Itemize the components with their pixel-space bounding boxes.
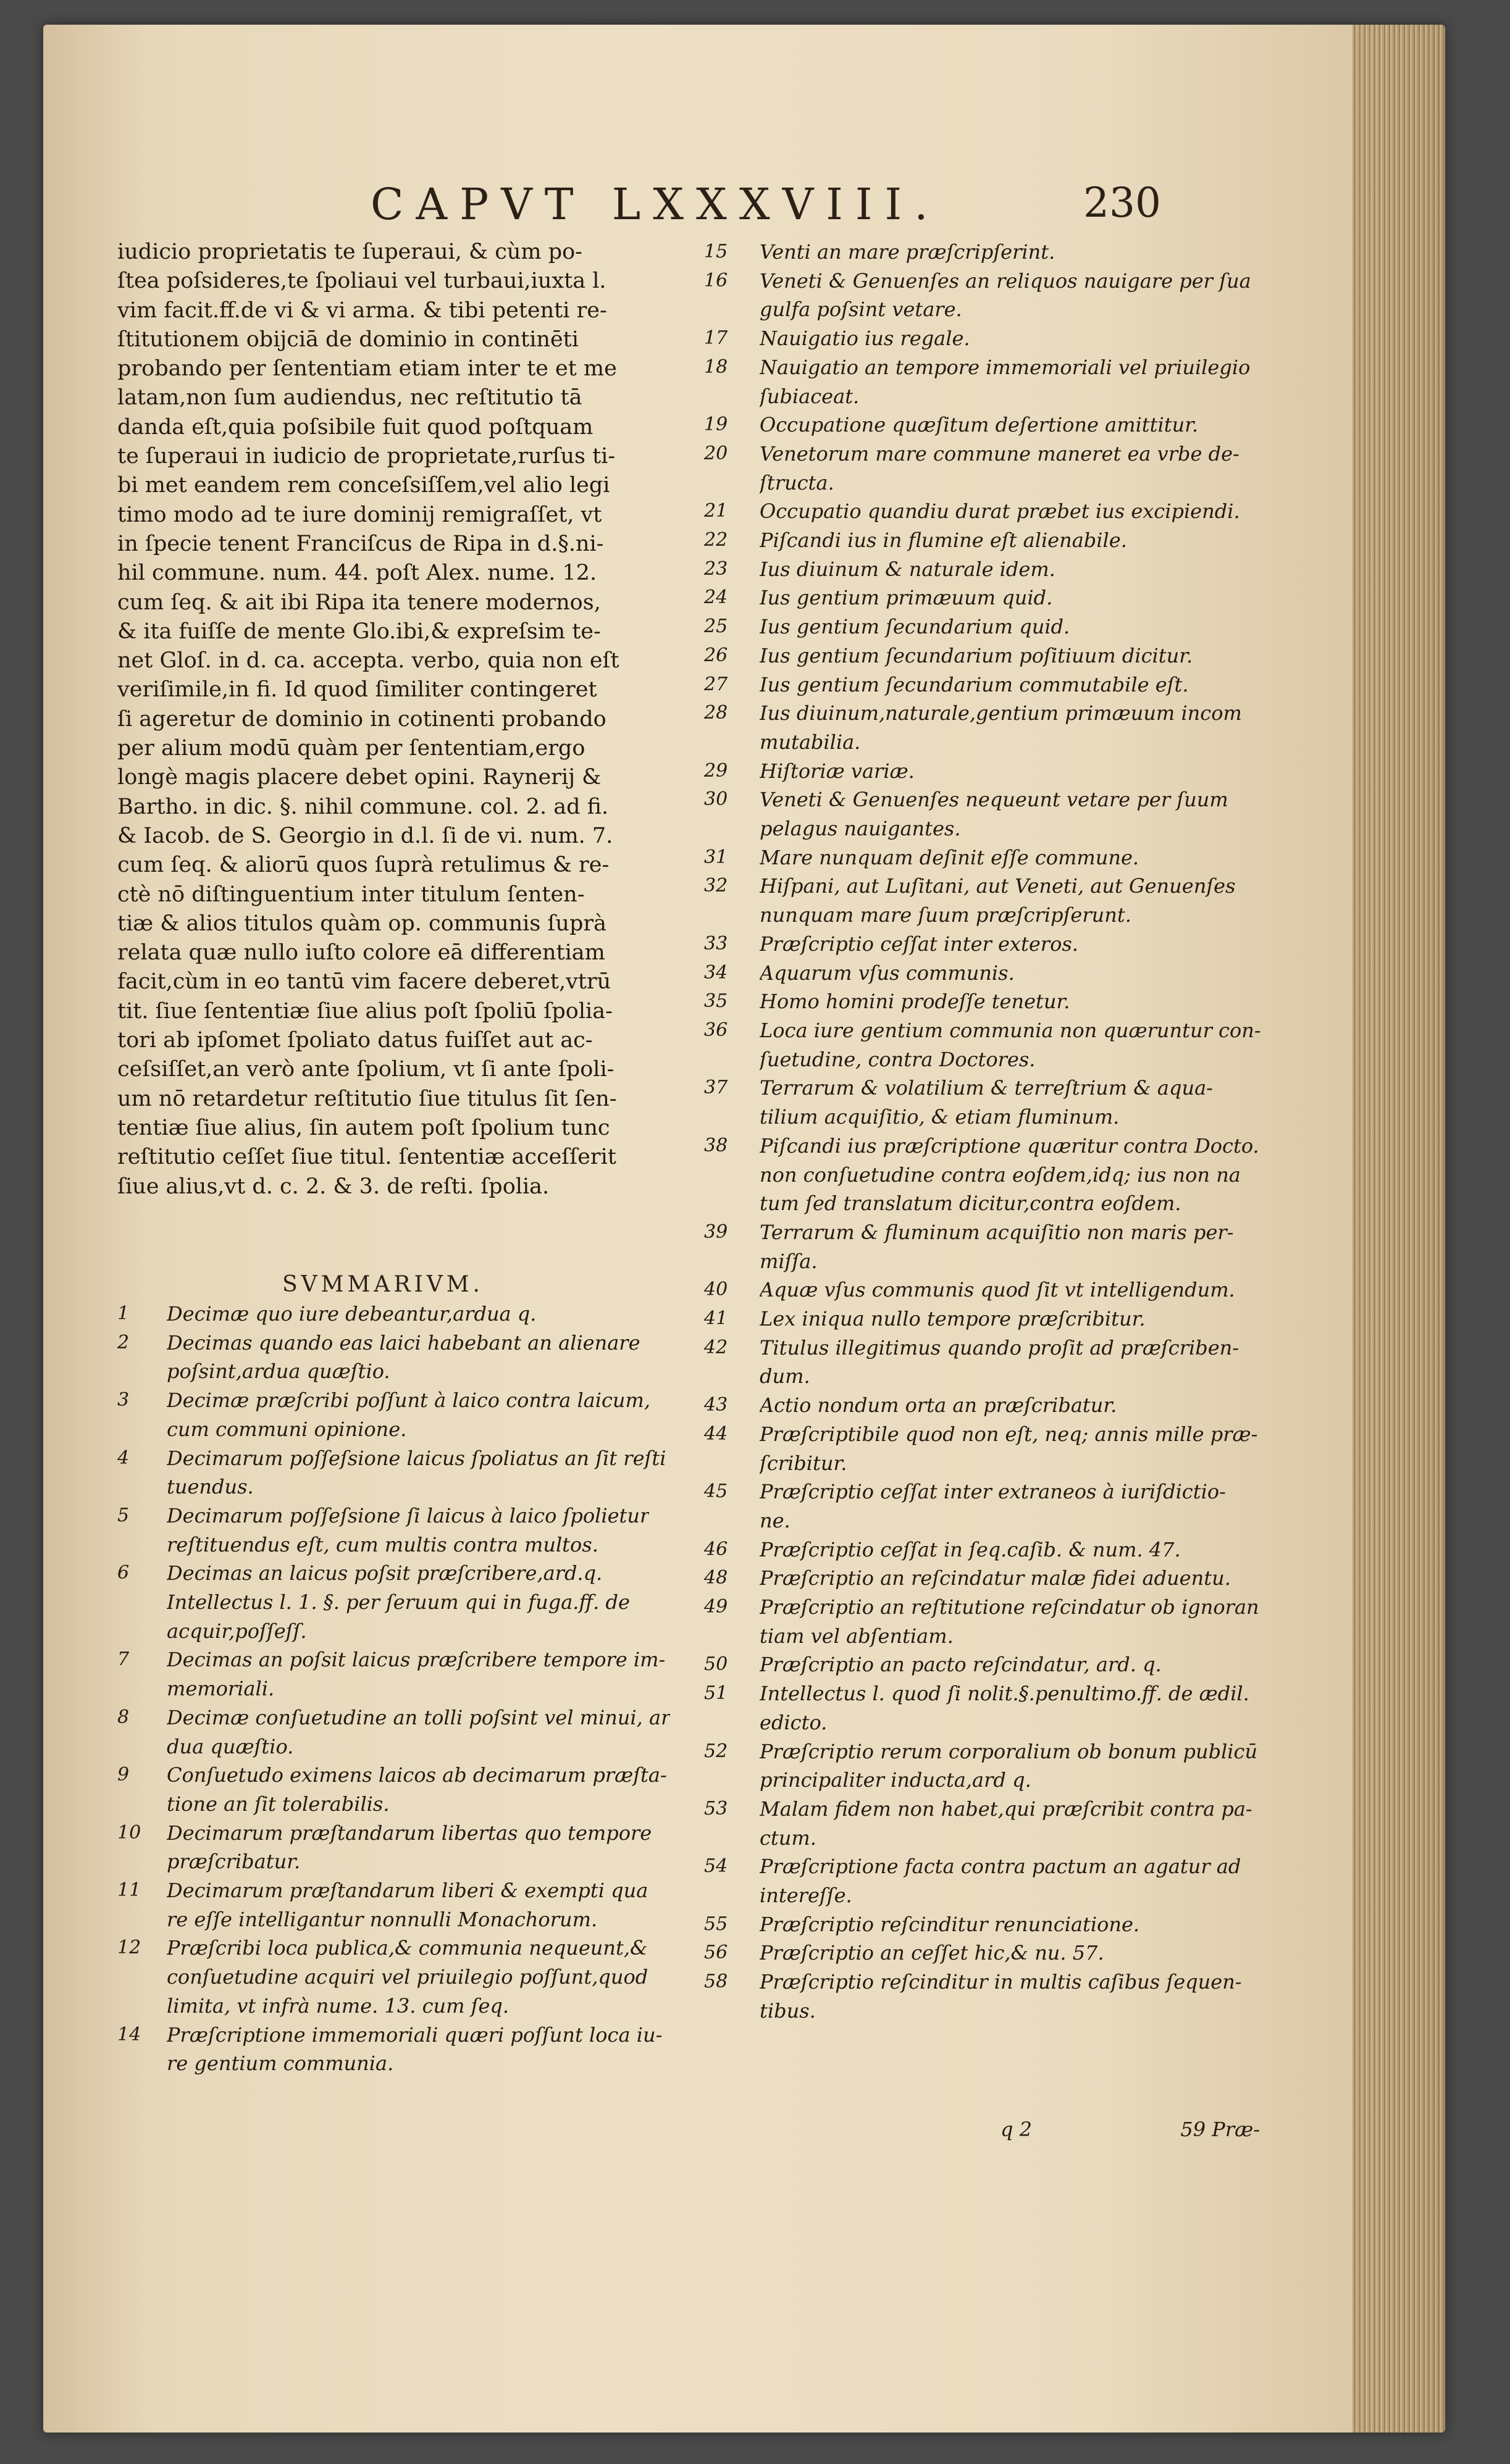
summary-entry [704, 1218, 1248, 1276]
entry-text: Decimarum poſſeſsione laicus ſpoliatus an ſit reſti [167, 1446, 666, 1470]
entry-text: Hiſtoriæ variæ. [760, 759, 915, 783]
body-line: ſtitutionem obijciā de dominio in continēti [117, 327, 579, 352]
entry-number: 45 [704, 1480, 728, 1503]
entry-text: tibus. [760, 1998, 816, 2023]
summary-entry [704, 1795, 1252, 1852]
summary-entry [117, 1386, 651, 1443]
entry-number: 34 [704, 961, 728, 984]
entry-number: 52 [704, 1740, 728, 1762]
entry-number: 51 [704, 1682, 728, 1705]
entry-text: limita, vt infrà nume. 13. cum ſeq. [167, 1994, 510, 2018]
entry-text: Terrarum & fluminum acquiſitio non maris per- [760, 1220, 1234, 1244]
entry-number: 17 [704, 327, 728, 349]
entry-text: ne. [760, 1508, 791, 1532]
entry-number: 6 [117, 1562, 130, 1584]
summary-entry [117, 1501, 648, 1559]
entry-text: Præſcriptio an reſcindatur malæ fidei aduentu. [760, 1566, 1231, 1590]
body-line: ſiue alius,vt d. c. 2. & 3. de reſti. ſpolia. [117, 1174, 550, 1199]
summary-entry [704, 440, 1248, 497]
entry-number: 33 [704, 932, 728, 954]
summary-entry [704, 987, 1248, 1016]
summary-entry [117, 1645, 666, 1703]
summary-entry [704, 267, 1251, 324]
entry-text: ctum. [760, 1826, 816, 1850]
entry-number: 7 [117, 1648, 130, 1671]
summary-entry [704, 1074, 1248, 1131]
entry-text: Aquæ vſus communis quod ſit vt intelligendum. [760, 1278, 1235, 1302]
summary-entry [117, 1819, 652, 1876]
entry-number: 16 [704, 269, 728, 291]
summary-entry [704, 1016, 1261, 1074]
entry-text: Intellectus l. 1. §. per ſeruum qui in fuga.ff. de [167, 1590, 630, 1614]
entry-text: Ius gentium primæuum quid. [760, 586, 1053, 610]
summary-entry [704, 670, 1248, 700]
entry-text: ſubiaceat. [760, 384, 860, 408]
entry-text: miſſa. [760, 1249, 818, 1273]
entry-number: 11 [117, 1879, 141, 1902]
summary-entry [704, 497, 1248, 526]
entry-text: Ius gentium ſecundarium commutabile eſt. [760, 672, 1189, 696]
entry-text: Præſcriptio ceſſat inter extraneos à iuriſdictio- [760, 1480, 1226, 1504]
entry-text: Piſcandi ius in flumine eſt alienabile. [760, 528, 1127, 553]
summary-entry [704, 1910, 1248, 1939]
body-line: latam,non ſum audiendus, nec reſtitutio tā [117, 385, 582, 411]
page-edge [1353, 25, 1445, 2433]
summary-entry [704, 324, 1248, 353]
summary-entry [704, 526, 1248, 555]
entry-number: 18 [704, 356, 728, 378]
summary-entry [117, 1329, 648, 1386]
entry-number [117, 1588, 167, 1645]
entry-text: Præſcriptione immemoriali quæri poſſunt loca iu- [167, 2023, 663, 2047]
entry-number: 30 [704, 788, 728, 811]
entry-number: 5 [117, 1504, 130, 1526]
summary-entry [704, 1305, 1248, 1334]
entry-text: principaliter inducta,ard q. [760, 1768, 1031, 1792]
entry-number: 27 [704, 673, 728, 695]
entry-text: pelagus nauigantes. [760, 817, 961, 841]
body-line: danda eſt,quia poſsibile fuit quod poſtquam [117, 414, 594, 440]
body-line: & ita fuiſſe de mente Glo.ibi,& expreſsim te- [117, 619, 601, 644]
entry-number: 29 [704, 759, 728, 782]
body-line: net Gloſ. in d. ca. accepta. verbo, quia non eſt [117, 648, 619, 674]
summary-entry [704, 1737, 1258, 1795]
entry-text: Venti an mare præſcripſerint. [760, 240, 1055, 264]
summary-entry [704, 1968, 1248, 2025]
entry-number: 24 [704, 587, 728, 609]
entry-text: gulfa poſsint vetare. [760, 298, 962, 322]
summary-entry [704, 238, 1248, 267]
entry-text: Nauigatio ius regale. [760, 327, 970, 351]
entry-text: Malam fidem non habet,qui præſcribit contra pa- [760, 1797, 1252, 1821]
entry-text: Præſcriptio reſcinditur renunciatione. [760, 1912, 1140, 1936]
summary-entry [704, 583, 1248, 612]
entry-text: tiam vel abſentiam. [760, 1624, 954, 1648]
entry-number: 31 [704, 846, 728, 868]
summary-entry [704, 959, 1248, 988]
entry-text: Decimæ præſcribi poſſunt à laico contra laicum, [167, 1389, 651, 1413]
entry-text: Occupatione quæſitum deſertione amittitur. [760, 413, 1199, 437]
entry-text: Decimæ quo iure debeantur,ardua q. [167, 1302, 537, 1326]
summary-entry [704, 872, 1248, 929]
entry-text: dum. [760, 1364, 810, 1389]
entry-text: Lex iniqua nullo tempore præſcribitur. [760, 1307, 1146, 1331]
entry-text: acquir,poſſeſſ. [167, 1619, 307, 1643]
entry-text: Præſcriptio an ceſſet hic,& nu. 57. [760, 1941, 1104, 1965]
entry-text: Terrarum & volatilium & terreſtrium & aqua- [760, 1076, 1213, 1100]
summary-entry [704, 930, 1248, 959]
entry-text: Loca iure gentium communia non quæruntur con- [760, 1018, 1261, 1042]
summary-entry [704, 785, 1248, 843]
signature-mark: q 2 [1000, 2118, 1033, 2141]
entry-number: 26 [704, 644, 728, 666]
entry-text: Ius gentium ſecundarium quid. [760, 615, 1070, 639]
body-line: veriſimile,in fi. Id quod ſimiliter contingeret [117, 677, 597, 703]
entry-text: re gentium communia. [167, 2052, 394, 2076]
summary-entry [704, 1420, 1258, 1477]
entry-number: 43 [704, 1394, 728, 1416]
entry-number: 14 [117, 2023, 141, 2045]
entry-number: 20 [704, 442, 728, 464]
summary-entry [117, 1300, 648, 1329]
entry-text: Præſcriptione facta contra pactum an agatur ad [760, 1855, 1241, 1879]
summary-entry [704, 1593, 1259, 1650]
entry-number: 46 [704, 1538, 728, 1560]
body-line: probando per ſententiam etiam inter te et me [117, 356, 617, 382]
body-text [117, 238, 648, 1201]
summary-entry [117, 1934, 648, 2020]
entry-text: memoriali. [167, 1677, 275, 1701]
body-line: te ſuperaui in iudicio de proprietate,rurſus ti- [117, 444, 616, 469]
entry-number: 19 [704, 414, 728, 436]
body-line: facit,cùm in eo tantū vim facere deberet,vtrū [117, 969, 611, 995]
entry-text: Præſcriptio reſcinditur in multis caſibus ſequen- [760, 1970, 1242, 1994]
entry-number: 2 [117, 1331, 130, 1353]
entry-number: 15 [704, 241, 728, 262]
page-header [371, 179, 1161, 235]
entry-text: non conſuetudine contra eoſdem,idq; ius non na [760, 1163, 1241, 1187]
summary-entry [704, 1650, 1248, 1679]
entry-text: ſcribitur. [760, 1451, 847, 1475]
page-number: 230 [1083, 179, 1161, 227]
body-line: bi met eandem rem conceſsiſſem,vel alio legi [117, 473, 610, 498]
entry-number: 4 [117, 1447, 130, 1469]
body-line: tiæ & alios titulos quàm op. communis ſuprà [117, 911, 606, 936]
summary-entry [117, 1876, 648, 1934]
summary-list-right [704, 238, 1261, 2026]
entry-number: 23 [704, 558, 728, 580]
entry-text: Decimarum præſtandarum libertas quo tempore [167, 1821, 652, 1845]
entry-text: Ius diuinum,naturale,gentium primæuum incom [760, 701, 1242, 725]
body-line: tit. ſiue ſententiæ ſiue alius poſt ſpoliū ſpolia- [117, 998, 613, 1024]
summary-entry [704, 555, 1248, 584]
entry-text: Decimæ conſuetudine an tolli poſsint vel minui, ar [167, 1705, 671, 1729]
summary-entry [117, 1444, 666, 1501]
summary-entry [117, 2021, 663, 2078]
summary-entry [704, 699, 1248, 756]
entry-text: Nauigatio an tempore immemoriali vel priuilegio [760, 355, 1251, 379]
entry-text: tilium acquiſitio, & etiam fluminum. [760, 1105, 1120, 1129]
entry-text: edicto. [760, 1710, 828, 1734]
entry-number: 54 [704, 1855, 728, 1877]
entry-text: tuendus. [167, 1475, 254, 1499]
summary-entry [117, 1761, 667, 1818]
entry-text: conſuetudine acquiri vel priuilegio poſſunt,quod [167, 1965, 648, 1989]
entry-text: Ius gentium ſecundarium poſitiuum dicitur. [760, 643, 1193, 667]
entry-number: 53 [704, 1797, 728, 1819]
entry-text: Piſcandi ius præſcriptione quæritur contra Docto. [760, 1134, 1259, 1158]
summary-entry [704, 1334, 1248, 1391]
entry-text: Decimas an laicus poſsit præſcribere,ard.q. [167, 1561, 603, 1585]
body-line: Bartho. in dic. §. nihil commune. col. 2. ad fi. [117, 794, 609, 819]
summary-entry [704, 1535, 1248, 1564]
entry-text: Decimarum præſtandarum liberi & exempti qua [167, 1879, 648, 1903]
body-line: cum ſeq. & ait ibi Ripa ita tenere modernos, [117, 590, 601, 615]
body-line: ſtea poſsideres,te ſpoliaui vel turbaui,iuxta l. [117, 269, 606, 294]
body-line: per alium modū quàm per ſententiam,ergo [117, 736, 585, 761]
entry-number: 50 [704, 1653, 728, 1676]
body-line: cum ſeq. & aliorū quos ſuprà retulimus & re- [117, 853, 610, 878]
entry-text: Præſcriptio ceſſat in ſeq.caſib. & num. 47. [760, 1537, 1181, 1561]
entry-text: dua quæſtio. [167, 1734, 294, 1758]
body-line: um nō retardetur reſtitutio ſiue titulus ſit ſen- [117, 1086, 617, 1111]
entry-text: Homo homini prodeſſe tenetur. [760, 990, 1070, 1014]
body-line: longè magis placere debet opini. Raynerij & [117, 765, 602, 790]
page-footer [1000, 2118, 1260, 2149]
summary-entry [704, 411, 1248, 440]
entry-number: 8 [117, 1706, 130, 1728]
body-line: ceſsiſſet,an verò ante ſpolium, vt ſi ante ſpoli- [117, 1057, 614, 1082]
entry-number: 22 [704, 529, 728, 551]
entry-text: Occupatio quandiu durat præbet ius excipiendi. [760, 499, 1240, 524]
summary-entry [704, 1391, 1248, 1420]
entry-text: Veneti & Genuenſes nequeunt vetare per ſuum [760, 788, 1228, 812]
summary-entry [117, 1588, 648, 1645]
entry-text: ſuetudine, contra Doctores. [760, 1047, 1036, 1071]
entry-text: Hiſpani, aut Luſitani, aut Veneti, aut Genuenſes [760, 874, 1236, 898]
body-line: relata quæ nullo iuſto colore eā differentiam [117, 940, 605, 966]
entry-text: Mare nunquam deſinit eſſe commune. [760, 845, 1139, 869]
running-head: CAPVT LXXXVIII. [371, 179, 941, 230]
entry-number: 21 [704, 500, 728, 522]
entry-number: 58 [704, 1971, 728, 1993]
body-line: & Iacob. de S. Georgio in d.l. ſi de vi. num. 7. [117, 823, 613, 848]
entry-text: Præſcriptio rerum corporalium ob bonum publicū [760, 1739, 1258, 1763]
entry-number: 32 [704, 875, 728, 897]
entry-text: Decimas an poſsit laicus præſcribere tempore im- [167, 1648, 666, 1672]
entry-text: præſcribatur. [167, 1850, 301, 1874]
entry-number: 28 [704, 702, 728, 724]
summary-entry [117, 1703, 671, 1761]
entry-number: 1 [117, 1303, 130, 1324]
entry-text: mutabilia. [760, 730, 861, 754]
entry-text: tione an ſit tolerabilis. [167, 1792, 390, 1816]
entry-text: Præſcribi loca publica,& communia nequeunt,& [167, 1936, 648, 1960]
summary-heading: SVMMARIVM. [282, 1272, 484, 1297]
entry-text: Conſuetudo eximens laicos ab decimarum præſta- [167, 1763, 667, 1787]
entry-text: Decimas quando eas laici habebant an alienare [167, 1330, 640, 1355]
entry-number: 25 [704, 616, 728, 638]
entry-number: 37 [704, 1077, 728, 1099]
summary-entry [704, 641, 1248, 670]
entry-text: re eſſe intelligantur nonnulli Monachorum. [167, 1907, 598, 1931]
entry-text: Præſcriptio ceſſat inter exteros. [760, 932, 1078, 956]
entry-text: Actio nondum orta an præſcribatur. [760, 1393, 1117, 1418]
entry-number: 38 [704, 1134, 728, 1156]
body-line: in ſpecie tenent Franciſcus de Ripa in d.§.ni- [117, 531, 604, 556]
entry-number: 36 [704, 1019, 728, 1041]
entry-text: Aquarum vſus communis. [760, 961, 1015, 985]
body-line: vim facit.ff.de vi & vi arma. & tibi petenti re- [117, 298, 607, 323]
summary-entry [704, 1132, 1259, 1218]
body-line: timo modo ad te iure dominij remigraſſet, vt [117, 502, 602, 527]
entry-text: Præſcriptio an reſtitutione reſcindatur ob ignoran [760, 1595, 1259, 1619]
body-line: ſi ageretur de dominio in cotinenti probando [117, 706, 606, 732]
entry-text: poſsint,ardua quæſtio. [167, 1359, 390, 1384]
entry-text: intereſſe. [760, 1884, 852, 1908]
summary-entry [704, 1939, 1248, 1968]
entry-number: 12 [117, 1937, 141, 1959]
entry-text: Decimarum poſſeſsione ſi laicus à laico ſpolietur [167, 1503, 650, 1527]
entry-number: 9 [117, 1764, 130, 1786]
entry-number: 48 [704, 1567, 728, 1589]
entry-text: Præſcriptibile quod non eſt, neq; annis mille præ- [760, 1422, 1258, 1446]
entry-number: 42 [704, 1336, 728, 1358]
entry-number: 56 [704, 1942, 728, 1964]
summary-entry [704, 1564, 1248, 1593]
entry-number: 10 [117, 1821, 141, 1844]
entry-text: nunquam mare ſuum præſcripſerunt. [760, 903, 1131, 927]
entry-number: 55 [704, 1913, 728, 1935]
summary-entry [704, 843, 1248, 872]
summary-entry [704, 1477, 1248, 1535]
entry-text: tum ſed translatum dicitur,contra eoſdem. [760, 1192, 1181, 1216]
entry-text: reſtituendus eſt, cum multis contra multos. [167, 1532, 598, 1556]
body-line: tori ab ipſomet ſpoliato datus fuiſſet aut ac- [117, 1028, 593, 1053]
entry-text: Præſcriptio an pacto reſcindatur, ard. q. [760, 1653, 1162, 1677]
entry-text: Intellectus l. quod ſi nolit.§.penultimo.ff. de ædil. [760, 1682, 1249, 1706]
entry-text: Titulus illegitimus quando proſit ad præſcriben- [760, 1335, 1239, 1359]
entry-number: 39 [704, 1221, 728, 1243]
body-line: iudicio proprietatis te ſuperaui, & cùm po- [117, 240, 582, 264]
entry-number: 40 [704, 1279, 728, 1301]
summary-entry [704, 1679, 1248, 1737]
summary-entry [704, 612, 1248, 641]
body-line: ctè nō diſtinguentium inter titulum ſenten- [117, 882, 585, 907]
body-line: hil commune. num. 44. poſt Alex. nume. 12. [117, 561, 597, 586]
catchword: 59 Præ- [1180, 2118, 1260, 2141]
summary-entry [117, 1559, 648, 1588]
summary-entry [704, 1276, 1248, 1305]
entry-number: 3 [117, 1389, 130, 1411]
summary-entry [704, 757, 1248, 786]
entry-number: 35 [704, 990, 728, 1013]
entry-number: 49 [704, 1596, 728, 1618]
entry-text: Ius diuinum & naturale idem. [760, 557, 1055, 581]
summary-entry [704, 1852, 1248, 1910]
summary-entry [704, 353, 1251, 411]
summary-list-left [117, 1300, 671, 2078]
body-line: tentiæ ſiue alius, ſin autem poſt ſpolium tunc [117, 1115, 610, 1140]
entry-number: 44 [704, 1422, 728, 1445]
entry-text: Venetorum mare commune maneret ea vrbe de- [760, 441, 1239, 466]
body-line: reſtitutio ceſſet ſiue titul. ſententiæ acceſſerit [117, 1145, 616, 1170]
entry-text: Veneti & Genuenſes an reliquos nauigare per ſua [760, 269, 1251, 293]
entry-text: ſtructa. [760, 470, 834, 495]
entry-text: cum communi opinione. [167, 1417, 407, 1441]
entry-number: 41 [704, 1308, 728, 1330]
